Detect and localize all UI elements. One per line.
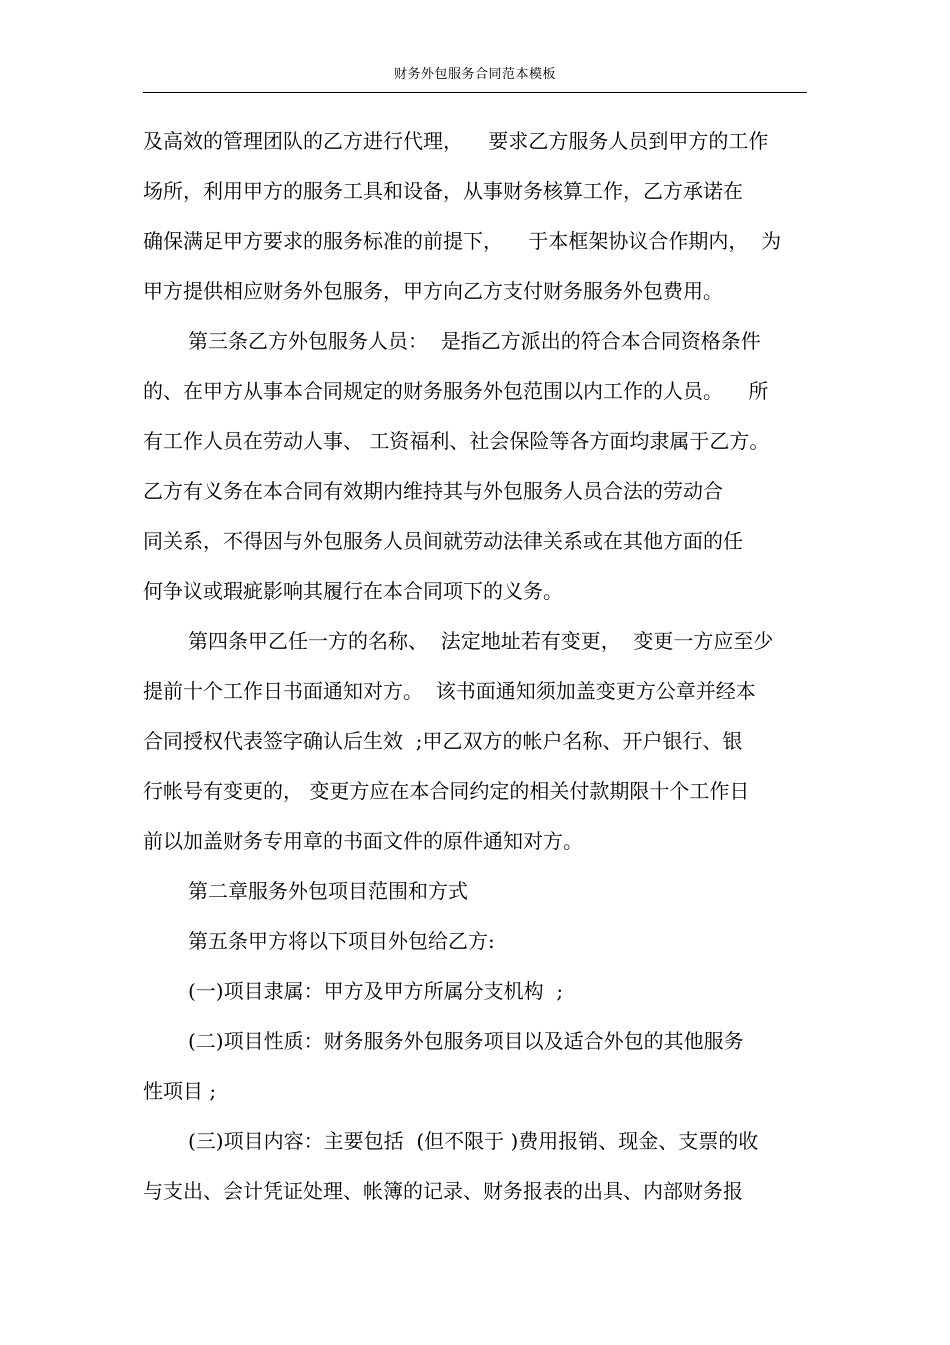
text-line: 第五条甲方将以下项目外包给乙方: bbox=[188, 929, 495, 953]
text-line: (二)项目性质：财务服务外包服务项目以及适合外包的其他服务 bbox=[188, 1029, 744, 1053]
text-line: 有工作人员在劳动人事、 工资福利、社会保险等各方面均隶属于乙方。 bbox=[143, 429, 770, 453]
text-line: 何争议或瑕疵影响其履行在本合同项下的义务。 bbox=[143, 579, 563, 603]
header-title: 财务外包服务合同范本模板 bbox=[393, 67, 556, 82]
header-divider bbox=[143, 92, 807, 93]
text-line: 乙方有义务在本合同有效期内维持其与外包服务人员合法的劳动合 bbox=[143, 479, 723, 503]
text-line: 与支出、会计凭证处理、帐簿的记录、财务报表的出具、内部财务报 bbox=[143, 1179, 743, 1203]
text-line: 的、在甲方从事本合同规定的财务服务外包范围以内工作的人员。 所 bbox=[143, 379, 769, 403]
text-line: 行帐号有变更的， 变更方应在本合同约定的相关付款期限十个工作日 bbox=[143, 779, 750, 803]
text-line: 场所，利用甲方的服务工具和设备，从事财务核算工作，乙方承诺在 bbox=[143, 179, 743, 203]
text-line: 同关系，不得因与外包服务人员间就劳动法律关系或在其他方面的任 bbox=[143, 529, 743, 553]
text-line: 第四条甲乙任一方的名称、 法定地址若有变更， 变更一方应至少 bbox=[188, 629, 774, 653]
text-line: 前以加盖财务专用章的书面文件的原件通知对方。 bbox=[143, 829, 583, 853]
text-line: 第三条乙方外包服务人员： 是指乙方派出的符合本合同资格条件 bbox=[188, 329, 761, 353]
text-line: (一)项目隶属：甲方及甲方所属分支机构 ; bbox=[188, 979, 564, 1003]
text-line: 确保满足甲方要求的服务标准的前提下， 于本框架协议合作期内， 为 bbox=[143, 229, 782, 253]
text-line: (三)项目内容：主要包括 (但不限于 )费用报销、现金、支票的收 bbox=[188, 1129, 759, 1153]
text-line: 提前十个工作日书面通知对方。 该书面通知须加盖变更方公章并经本 bbox=[143, 679, 756, 703]
text-line: 甲方提供相应财务外包服务，甲方向乙方支付财务服务外包费用。 bbox=[143, 279, 723, 303]
chapter-heading: 第二章服务外包项目范围和方式 bbox=[188, 879, 468, 903]
text-line: 合同授权代表签字确认后生效 ;甲乙双方的帐户名称、开户银行、银 bbox=[143, 729, 743, 753]
text-line: 性项目 ; bbox=[143, 1079, 217, 1103]
text-line: 及高效的管理团队的乙方进行代理， 要求乙方服务人员到甲方的工作 bbox=[143, 129, 769, 153]
